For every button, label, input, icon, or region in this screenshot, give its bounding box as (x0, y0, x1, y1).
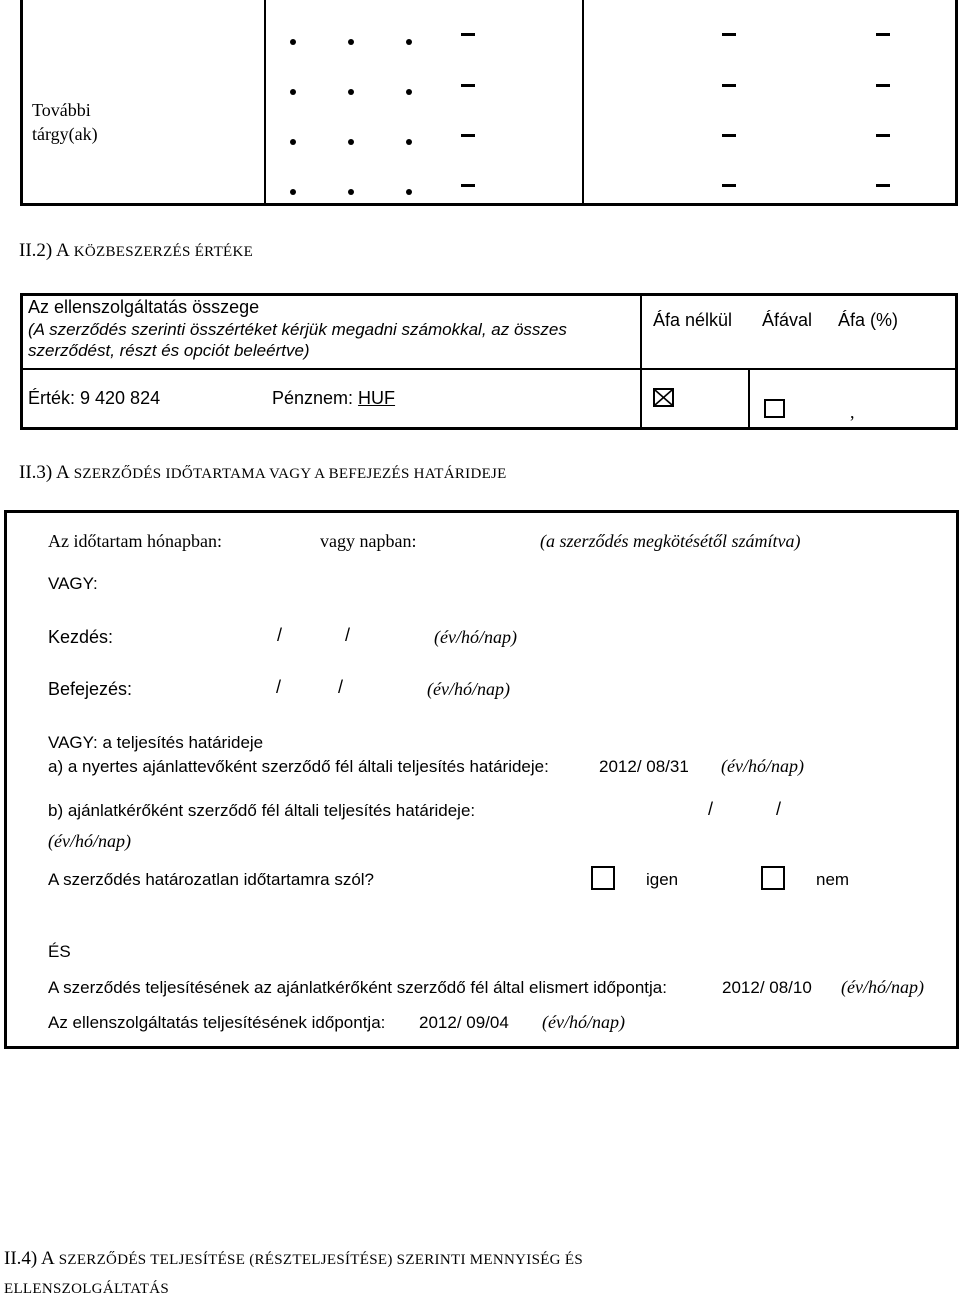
accepted-date-label: A szerződés teljesítésének az ajánlatkérőként szerződő fél által elismert időpontja: (48, 978, 667, 997)
end-slash-1: / (276, 677, 282, 697)
no-checkbox[interactable] (761, 866, 785, 890)
vat-comma: , (850, 402, 855, 422)
table-divider (640, 293, 642, 430)
and-label: ÉS (48, 942, 71, 961)
gross-checkbox[interactable] (764, 399, 785, 418)
col-net-header: Áfa nélkül (653, 310, 733, 330)
section-heading-ii2: II.2) A KÖZBESZERZÉS ÉRTÉKE (19, 240, 254, 261)
start-slash-1: / (277, 625, 283, 645)
label-line-1: További (32, 100, 91, 120)
col-gross-header: Áfával (762, 310, 813, 330)
additional-objects-table (20, 0, 958, 206)
days-label: vagy napban: (320, 531, 417, 551)
or-label-1: VAGY: (48, 574, 98, 593)
start-date-format: (év/hó/nap) (434, 627, 517, 647)
value-heading: Az ellenszolgáltatás összege (28, 297, 260, 317)
table-divider (20, 368, 958, 370)
deadline-b-slash-1: / (708, 799, 714, 819)
additional-objects-label (32, 98, 98, 146)
net-checkbox-checked[interactable] (653, 388, 674, 407)
end-slash-2: / (338, 677, 344, 697)
from-signing-note: (a szerződés megkötésétől számítva) (540, 531, 801, 551)
yes-label: igen (646, 870, 679, 889)
payment-date-format: (év/hó/nap) (542, 1012, 625, 1032)
label-line-2: tárgy(ak) (32, 124, 98, 144)
accepted-date-format: (év/hó/nap) (841, 977, 924, 997)
payment-date-label: Az ellenszolgáltatás teljesítésének időpontja: (48, 1013, 386, 1032)
deadline-a-label: a) a nyertes ajánlattevőként szerződő fél általi teljesítés határideje: (48, 757, 549, 776)
currency: Pénznem: HUF (272, 388, 396, 408)
accepted-date-value: 2012/ 08/10 (722, 978, 812, 997)
deadline-b-label: b) ajánlatkérőként szerződő fél általi teljesítés határideje: (48, 801, 476, 820)
section-heading-ii4: II.4) A SZERZŐDÉS TELJESÍTÉSE (RÉSZTELJESÍTÉSE) SZERINTI MENNYISÉG ÉS ELLENSZOLGÁLTATÁS (4, 1248, 583, 1297)
table-divider (582, 0, 584, 204)
deadline-a-format: (év/hó/nap) (721, 756, 804, 776)
deadline-b-slash-2: / (776, 799, 782, 819)
start-slash-2: / (345, 625, 351, 645)
or-label-2: VAGY: a teljesítés határideje (48, 733, 264, 752)
start-label: Kezdés: (48, 627, 114, 647)
table-divider (748, 368, 750, 430)
payment-date-value: 2012/ 09/04 (419, 1013, 509, 1032)
table-divider (264, 0, 266, 204)
end-date-format: (év/hó/nap) (427, 679, 510, 699)
section-heading-ii3: II.3) A SZERZŐDÉS IDŐTARTAMA VAGY A BEFEJEZÉS HATÁRIDEJE (19, 462, 507, 483)
duration-box (4, 510, 959, 1049)
yes-checkbox[interactable] (591, 866, 615, 890)
col-vat-header: Áfa (%) (838, 310, 899, 330)
months-label: Az időtartam hónapban: (48, 531, 222, 551)
cross-icon (655, 390, 672, 405)
end-label: Befejezés: (48, 679, 133, 699)
no-label: nem (816, 870, 850, 889)
value-amount: Érték: 9 420 824 (28, 388, 161, 408)
deadline-b-format: (év/hó/nap) (48, 831, 131, 851)
deadline-a-value: 2012/ 08/31 (599, 757, 689, 776)
indefinite-question: A szerződés határozatlan időtartamra szól? (48, 870, 375, 889)
value-note: (A szerződés szerinti összértéket kérjük megadni számokkal, az összes szerződést, részt és opciót beleértve) (28, 320, 567, 360)
